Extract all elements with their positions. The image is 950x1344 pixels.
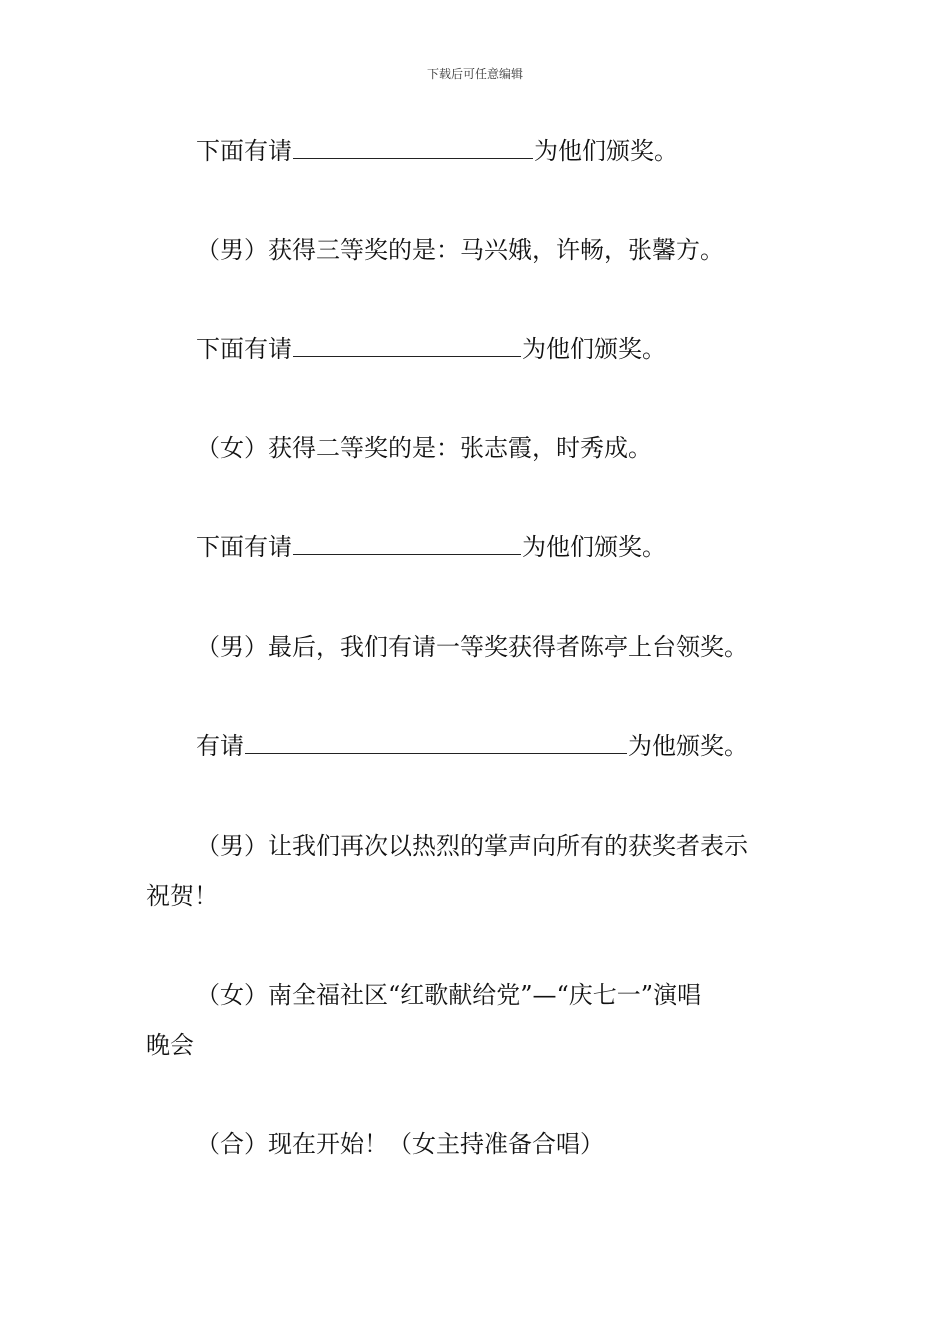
paragraph-gala-line-1: （女）南全福社区“红歌献给党”—“庆七一”演唱 <box>196 981 702 1009</box>
paragraph-second-prize: （女）获得二等奖的是：张志霞，时秀成。 <box>196 434 652 462</box>
page-header-note: 下载后可任意编辑 <box>426 67 523 81</box>
paragraph-first-prize: （男）最后，我们有请一等奖获得者陈亭上台领奖。 <box>196 633 748 661</box>
invite-2-prefix: 下面有请 <box>196 335 292 363</box>
paragraph-third-prize: （男）获得三等奖的是：马兴娥，许畅，张馨方。 <box>196 236 724 264</box>
paragraph-congrats-line-1: （男）让我们再次以热烈的掌声向所有的获奖者表示 <box>196 832 748 860</box>
presenter-blank-2 <box>293 334 521 357</box>
paragraph-start: （合）现在开始！（女主持准备合唱） <box>196 1130 604 1158</box>
paragraph-invite-4 <box>0 731 950 761</box>
presenter-blank-4 <box>245 731 627 754</box>
invite-1-prefix: 下面有请 <box>196 137 292 165</box>
invite-3-prefix: 下面有请 <box>196 533 292 561</box>
invite-1-suffix: 为他们颁奖。 <box>534 137 678 165</box>
presenter-blank-1 <box>293 136 533 159</box>
invite-2-suffix: 为他们颁奖。 <box>522 335 666 363</box>
paragraph-invite-2 <box>0 334 950 364</box>
paragraph-invite-3 <box>0 532 950 562</box>
presenter-blank-3 <box>293 532 521 555</box>
paragraph-invite-1 <box>0 136 950 166</box>
paragraph-congrats-line-2: 祝贺！ <box>146 882 218 910</box>
invite-4-prefix: 有请 <box>196 732 244 760</box>
paragraph-gala-line-2: 晚会 <box>146 1031 194 1059</box>
invite-3-suffix: 为他们颁奖。 <box>522 533 666 561</box>
invite-4-suffix: 为他颁奖。 <box>628 732 748 760</box>
